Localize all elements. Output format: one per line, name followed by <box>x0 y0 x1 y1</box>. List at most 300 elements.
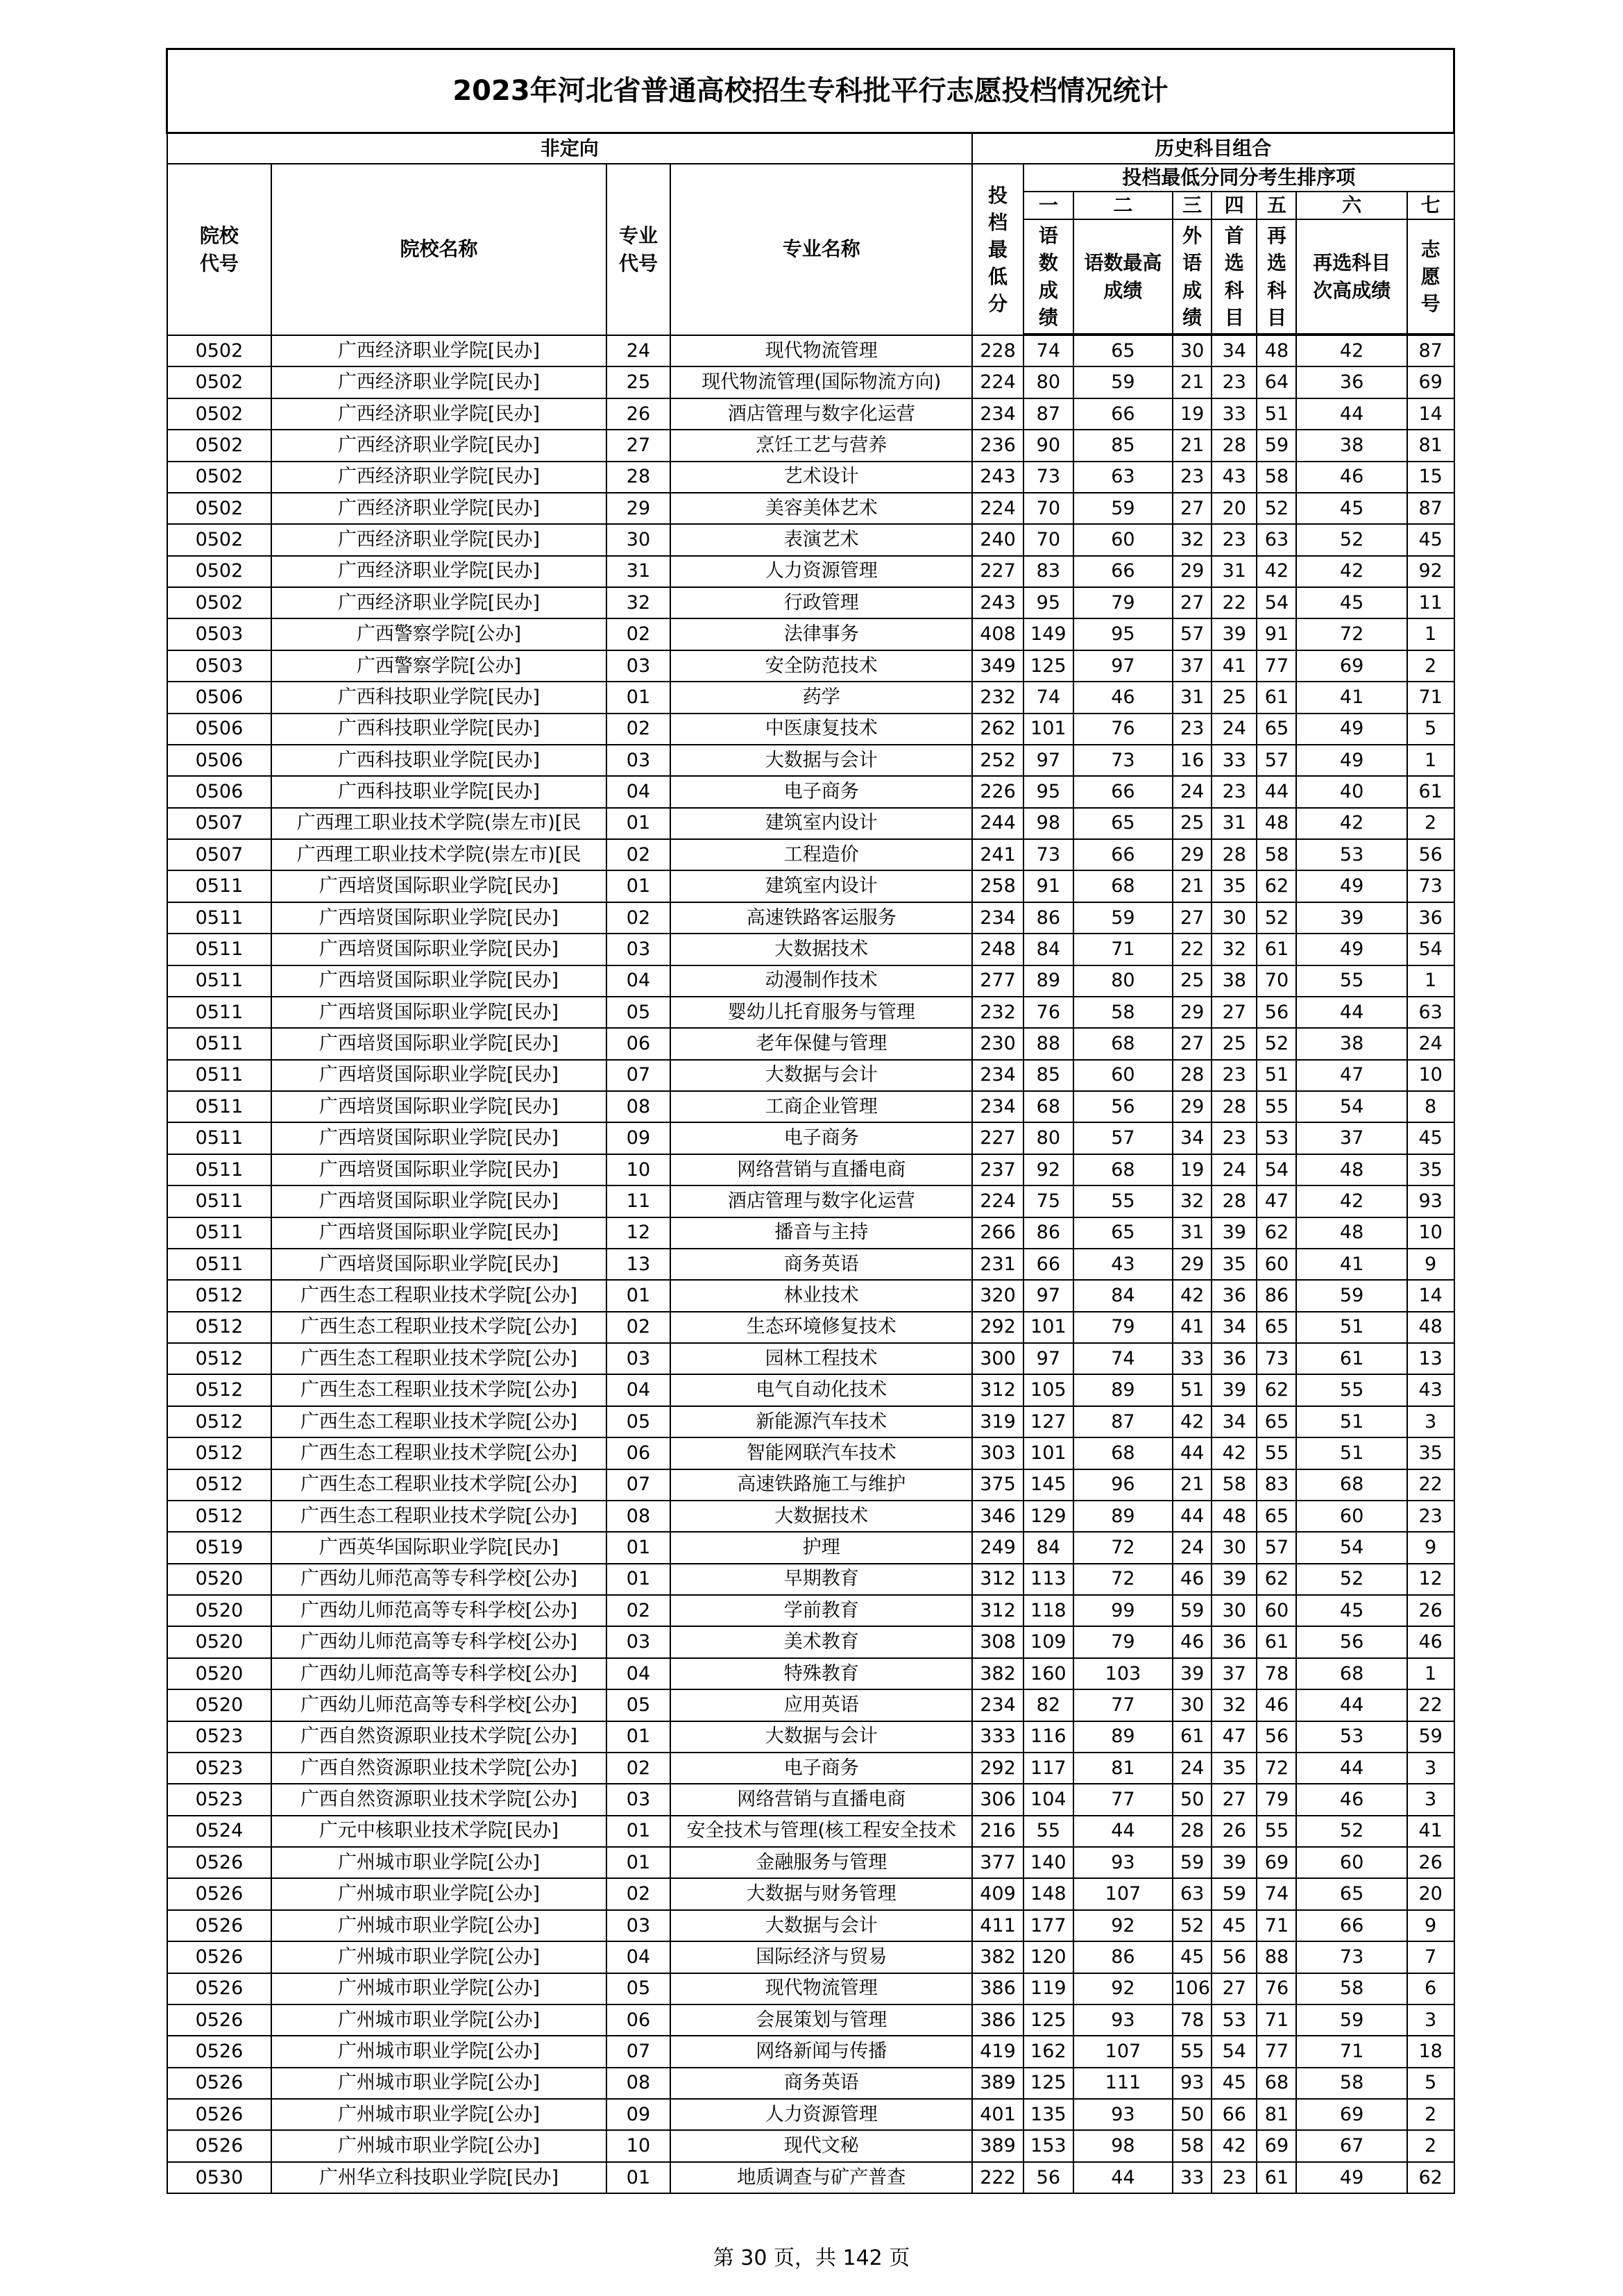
cell-tie-6: 60 <box>1296 1847 1407 1878</box>
cell-min-score: 409 <box>972 1878 1023 1909</box>
cell-major-name: 大数据技术 <box>670 934 972 965</box>
cell-school-name: 广西生态工程职业技术学院[公办] <box>271 1280 606 1311</box>
cell-tie-5: 79 <box>1257 1784 1296 1815</box>
cell-school-name: 广西生态工程职业技术学院[公办] <box>271 1406 606 1437</box>
cell-tie-6: 61 <box>1296 1343 1407 1374</box>
cell-min-score: 234 <box>972 1060 1023 1091</box>
tie-label-6: 再选科目次高成绩 <box>1296 219 1407 334</box>
cell-school-code: 0511 <box>167 1028 272 1059</box>
table-row <box>167 462 1454 493</box>
cell-tie-5: 91 <box>1257 618 1296 650</box>
cell-school-code: 0507 <box>167 839 272 870</box>
cell-tie-1: 73 <box>1023 839 1073 870</box>
cell-tie-5: 76 <box>1257 1973 1296 2004</box>
cell-school-name: 广州城市职业学院[公办] <box>271 2099 606 2130</box>
cell-tie-4: 58 <box>1212 1469 1257 1501</box>
cell-tie-4: 28 <box>1212 430 1257 461</box>
cell-major-code: 04 <box>606 776 671 807</box>
cell-min-score: 349 <box>972 650 1023 682</box>
cell-min-score: 232 <box>972 997 1023 1028</box>
cell-school-code: 0511 <box>167 1060 272 1091</box>
cell-tie-1: 91 <box>1023 870 1073 902</box>
cell-tie-6: 41 <box>1296 1249 1407 1280</box>
table-row <box>167 1878 1454 1909</box>
cell-min-score: 227 <box>972 1122 1023 1154</box>
cell-school-name: 广西经济职业学院[民办] <box>271 587 606 618</box>
cell-major-name: 现代物流管理 <box>670 1973 972 2004</box>
cell-min-score: 277 <box>972 965 1023 997</box>
cell-tie-2: 58 <box>1073 997 1173 1028</box>
cell-tie-3: 23 <box>1173 714 1212 745</box>
cell-tie-1: 125 <box>1023 2068 1073 2099</box>
cell-major-name: 老年保健与管理 <box>670 1028 972 1059</box>
page-footer: 第 30 页，共 142 页 <box>713 2246 910 2270</box>
cell-tie-2: 44 <box>1073 1816 1173 1847</box>
cell-school-name: 广州城市职业学院[公办] <box>271 2068 606 2099</box>
cell-tie-4: 37 <box>1212 1658 1257 1689</box>
cell-tie-5: 72 <box>1257 1753 1296 1784</box>
cell-tie-3: 32 <box>1173 524 1212 555</box>
tie-label-5: 再选科目 <box>1257 219 1296 334</box>
cell-tie-7: 54 <box>1407 934 1454 965</box>
cell-tie-3: 34 <box>1173 1122 1212 1154</box>
cell-major-name: 网络营销与直播电商 <box>670 1784 972 1815</box>
cell-school-code: 0511 <box>167 1217 272 1249</box>
cell-tie-2: 92 <box>1073 1973 1173 2004</box>
cell-tie-4: 23 <box>1212 776 1257 807</box>
cell-school-name: 广西培贤国际职业学院[民办] <box>271 1122 606 1154</box>
cell-tie-3: 31 <box>1173 1217 1212 1249</box>
cell-major-name: 播音与主持 <box>670 1217 972 1249</box>
table-row <box>167 2162 1454 2193</box>
cell-tie-3: 27 <box>1173 587 1212 618</box>
cell-tie-4: 36 <box>1212 1626 1257 1657</box>
cell-school-code: 0511 <box>167 902 272 934</box>
table-row <box>167 934 1454 965</box>
cell-tie-7: 59 <box>1407 1721 1454 1753</box>
cell-tie-5: 65 <box>1257 1501 1296 1532</box>
cell-tie-7: 61 <box>1407 776 1454 807</box>
table-row <box>167 1091 1454 1122</box>
cell-tie-2: 66 <box>1073 398 1173 430</box>
cell-tie-1: 90 <box>1023 430 1073 461</box>
cell-school-name: 广元中核职业技术学院[民办] <box>271 1816 606 1847</box>
cell-tie-4: 28 <box>1212 1185 1257 1217</box>
cell-tie-1: 140 <box>1023 1847 1073 1878</box>
cell-tie-2: 72 <box>1073 1532 1173 1563</box>
cell-school-name: 广西生态工程职业技术学院[公办] <box>271 1501 606 1532</box>
cell-tie-1: 125 <box>1023 2004 1073 2036</box>
cell-tie-7: 93 <box>1407 1185 1454 1217</box>
cell-tie-6: 52 <box>1296 1564 1407 1595</box>
table-row <box>167 430 1454 461</box>
cell-tie-2: 103 <box>1073 1658 1173 1689</box>
cell-tie-7: 22 <box>1407 1469 1454 1501</box>
cell-tie-6: 52 <box>1296 1816 1407 1847</box>
cell-min-score: 308 <box>972 1626 1023 1657</box>
cell-school-code: 0526 <box>167 1941 272 1973</box>
cell-school-code: 0511 <box>167 1249 272 1280</box>
cell-min-score: 312 <box>972 1564 1023 1595</box>
cell-tie-5: 86 <box>1257 1280 1296 1311</box>
cell-tie-4: 25 <box>1212 1028 1257 1059</box>
cell-tie-7: 9 <box>1407 1910 1454 1941</box>
cell-school-name: 广西生态工程职业技术学院[公办] <box>271 1343 606 1374</box>
cell-min-score: 228 <box>972 335 1023 366</box>
cell-min-score: 226 <box>972 776 1023 807</box>
cell-min-score: 262 <box>972 714 1023 745</box>
table-row <box>167 870 1454 902</box>
cell-tie-5: 52 <box>1257 902 1296 934</box>
cell-major-code: 26 <box>606 398 671 430</box>
cell-min-score: 237 <box>972 1154 1023 1185</box>
cell-major-name: 高速铁路客运服务 <box>670 902 972 934</box>
cell-min-score: 333 <box>972 1721 1023 1753</box>
cell-major-code: 05 <box>606 997 671 1028</box>
cell-major-name: 工程造价 <box>670 839 972 870</box>
cell-major-code: 04 <box>606 1658 671 1689</box>
cell-tie-3: 21 <box>1173 870 1212 902</box>
cell-tie-4: 31 <box>1212 808 1257 839</box>
cell-tie-3: 44 <box>1173 1501 1212 1532</box>
cell-major-name: 工商企业管理 <box>670 1091 972 1122</box>
cell-tie-5: 62 <box>1257 1217 1296 1249</box>
table-row <box>167 2004 1454 2036</box>
table-row <box>167 745 1454 776</box>
cell-tie-1: 105 <box>1023 1374 1073 1406</box>
table-row <box>167 2130 1454 2161</box>
cell-tie-6: 56 <box>1296 1626 1407 1657</box>
cell-major-name: 特殊教育 <box>670 1658 972 1689</box>
table-body <box>167 335 1454 2193</box>
cell-tie-7: 7 <box>1407 1941 1454 1973</box>
cell-tie-7: 92 <box>1407 556 1454 587</box>
cell-school-code: 0526 <box>167 1878 272 1909</box>
cell-school-name: 广西幼儿师范高等专科学校[公办] <box>271 1626 606 1657</box>
cell-tie-7: 41 <box>1407 1816 1454 1847</box>
cell-major-code: 01 <box>606 1721 671 1753</box>
cell-tie-6: 42 <box>1296 335 1407 366</box>
cell-tie-2: 59 <box>1073 902 1173 934</box>
cell-major-name: 美术教育 <box>670 1626 972 1657</box>
cell-tie-1: 145 <box>1023 1469 1073 1501</box>
cell-major-code: 13 <box>606 1249 671 1280</box>
cell-tie-3: 30 <box>1173 335 1212 366</box>
cell-tie-7: 26 <box>1407 1595 1454 1626</box>
cell-tie-6: 53 <box>1296 839 1407 870</box>
table-row <box>167 2068 1454 2099</box>
cell-school-code: 0511 <box>167 997 272 1028</box>
cell-tie-2: 95 <box>1073 618 1173 650</box>
cell-tie-7: 3 <box>1407 2004 1454 2036</box>
cell-tie-7: 18 <box>1407 2036 1454 2067</box>
cell-major-code: 31 <box>606 556 671 587</box>
cell-major-name: 法律事务 <box>670 618 972 650</box>
cell-tie-7: 9 <box>1407 1249 1454 1280</box>
cell-school-name: 广州城市职业学院[公办] <box>271 1910 606 1941</box>
tie-break-group-header: 投档最低分同分考生排序项 <box>1023 164 1454 192</box>
cell-school-name: 广西生态工程职业技术学院[公办] <box>271 1437 606 1469</box>
cell-tie-6: 66 <box>1296 1910 1407 1941</box>
cell-tie-3: 52 <box>1173 1910 1212 1941</box>
cell-tie-3: 50 <box>1173 2099 1212 2130</box>
cell-tie-5: 71 <box>1257 1910 1296 1941</box>
cell-major-name: 电子商务 <box>670 1753 972 1784</box>
cell-school-code: 0512 <box>167 1501 272 1532</box>
tie-num-2: 二 <box>1073 192 1173 219</box>
cell-min-score: 227 <box>972 556 1023 587</box>
cell-major-code: 10 <box>606 2130 671 2161</box>
cell-school-name: 广西理工职业技术学院(崇左市)[民 <box>271 839 606 870</box>
cell-tie-2: 89 <box>1073 1721 1173 1753</box>
cell-tie-1: 70 <box>1023 493 1073 524</box>
cell-tie-5: 55 <box>1257 1816 1296 1847</box>
cell-tie-4: 45 <box>1212 2068 1257 2099</box>
cell-school-code: 0526 <box>167 2099 272 2130</box>
cell-min-score: 230 <box>972 1028 1023 1059</box>
cell-tie-1: 135 <box>1023 2099 1073 2130</box>
cell-tie-1: 109 <box>1023 1626 1073 1657</box>
cell-school-code: 0512 <box>167 1343 272 1374</box>
cell-min-score: 222 <box>972 2162 1023 2193</box>
table-row <box>167 398 1454 430</box>
cell-tie-4: 38 <box>1212 965 1257 997</box>
cell-tie-1: 74 <box>1023 335 1073 366</box>
cell-tie-1: 84 <box>1023 934 1073 965</box>
cell-major-name: 现代物流管理(国际物流方向) <box>670 366 972 398</box>
cell-school-name: 广西培贤国际职业学院[民办] <box>271 1217 606 1249</box>
cell-tie-1: 104 <box>1023 1784 1073 1815</box>
cell-tie-5: 48 <box>1257 808 1296 839</box>
cell-major-name: 安全技术与管理(核工程安全技术 <box>670 1816 972 1847</box>
cell-tie-3: 29 <box>1173 839 1212 870</box>
cell-tie-2: 59 <box>1073 366 1173 398</box>
cell-major-code: 05 <box>606 1406 671 1437</box>
cell-tie-5: 56 <box>1257 997 1296 1028</box>
cell-tie-6: 51 <box>1296 1312 1407 1343</box>
cell-major-name: 新能源汽车技术 <box>670 1406 972 1437</box>
cell-school-name: 广西培贤国际职业学院[民办] <box>271 1249 606 1280</box>
cell-tie-4: 27 <box>1212 997 1257 1028</box>
cell-tie-6: 73 <box>1296 1941 1407 1973</box>
cell-tie-1: 75 <box>1023 1185 1073 1217</box>
cell-tie-1: 127 <box>1023 1406 1073 1437</box>
cell-tie-1: 74 <box>1023 682 1073 713</box>
cell-tie-4: 39 <box>1212 1217 1257 1249</box>
table-row <box>167 1280 1454 1311</box>
cell-tie-6: 72 <box>1296 618 1407 650</box>
cell-school-code: 0502 <box>167 524 272 555</box>
cell-school-name: 广西生态工程职业技术学院[公办] <box>271 1469 606 1501</box>
cell-school-name: 广西经济职业学院[民办] <box>271 462 606 493</box>
cell-school-name: 广西幼儿师范高等专科学校[公办] <box>271 1689 606 1721</box>
cell-major-code: 01 <box>606 870 671 902</box>
cell-tie-5: 48 <box>1257 335 1296 366</box>
cell-tie-1: 177 <box>1023 1910 1073 1941</box>
cell-tie-7: 3 <box>1407 1406 1454 1437</box>
cell-tie-3: 24 <box>1173 1753 1212 1784</box>
table-row <box>167 493 1454 524</box>
cell-tie-5: 58 <box>1257 462 1296 493</box>
cell-major-name: 现代文秘 <box>670 2130 972 2161</box>
cell-min-score: 224 <box>972 1185 1023 1217</box>
cell-tie-2: 79 <box>1073 1626 1173 1657</box>
table-row <box>167 366 1454 398</box>
cell-tie-7: 24 <box>1407 1028 1454 1059</box>
cell-tie-2: 85 <box>1073 430 1173 461</box>
table-row <box>167 1973 1454 2004</box>
cell-tie-2: 71 <box>1073 934 1173 965</box>
cell-major-name: 网络营销与直播电商 <box>670 1154 972 1185</box>
col-header-school: 院校名称 <box>271 164 606 335</box>
cell-tie-5: 88 <box>1257 1941 1296 1973</box>
cell-tie-6: 54 <box>1296 1532 1407 1563</box>
cell-tie-2: 107 <box>1073 1878 1173 1909</box>
cell-min-score: 312 <box>972 1595 1023 1626</box>
cell-tie-4: 20 <box>1212 493 1257 524</box>
cell-tie-3: 23 <box>1173 462 1212 493</box>
cell-school-name: 广州城市职业学院[公办] <box>271 2036 606 2067</box>
cell-major-name: 林业技术 <box>670 1280 972 1311</box>
cell-tie-2: 56 <box>1073 1091 1173 1122</box>
cell-tie-5: 53 <box>1257 1122 1296 1154</box>
cell-tie-5: 65 <box>1257 1312 1296 1343</box>
cell-major-name: 现代物流管理 <box>670 335 972 366</box>
cell-tie-4: 66 <box>1212 2099 1257 2130</box>
table-row <box>167 808 1454 839</box>
cell-min-score: 382 <box>972 1658 1023 1689</box>
cell-tie-7: 87 <box>1407 335 1454 366</box>
tie-num-6: 六 <box>1296 192 1407 219</box>
cell-tie-4: 39 <box>1212 1374 1257 1406</box>
cell-major-code: 27 <box>606 430 671 461</box>
cell-min-score: 292 <box>972 1753 1023 1784</box>
cell-tie-3: 22 <box>1173 934 1212 965</box>
cell-school-name: 广西警察学院[公办] <box>271 618 606 650</box>
cell-tie-6: 68 <box>1296 1658 1407 1689</box>
cell-tie-1: 113 <box>1023 1564 1073 1595</box>
cell-tie-1: 89 <box>1023 965 1073 997</box>
cell-tie-3: 30 <box>1173 1689 1212 1721</box>
cell-major-code: 02 <box>606 902 671 934</box>
cell-tie-4: 56 <box>1212 1941 1257 1973</box>
cell-tie-6: 47 <box>1296 1060 1407 1091</box>
cell-tie-2: 68 <box>1073 870 1173 902</box>
cell-tie-4: 34 <box>1212 1406 1257 1437</box>
cell-tie-2: 80 <box>1073 965 1173 997</box>
cell-school-name: 广西培贤国际职业学院[民办] <box>271 1060 606 1091</box>
cell-school-code: 0523 <box>167 1721 272 1753</box>
cell-major-code: 02 <box>606 618 671 650</box>
cell-school-name: 广西科技职业学院[民办] <box>271 682 606 713</box>
table-row <box>167 1185 1454 1217</box>
cell-major-code: 01 <box>606 808 671 839</box>
table-row <box>167 1060 1454 1091</box>
cell-school-name: 广州华立科技职业学院[民办] <box>271 2162 606 2193</box>
table-row <box>167 1217 1454 1249</box>
cell-tie-5: 44 <box>1257 776 1296 807</box>
cell-tie-4: 36 <box>1212 1343 1257 1374</box>
cell-tie-7: 87 <box>1407 493 1454 524</box>
cell-tie-6: 58 <box>1296 1973 1407 2004</box>
cell-major-code: 08 <box>606 1091 671 1122</box>
cell-tie-7: 56 <box>1407 839 1454 870</box>
cell-tie-7: 10 <box>1407 1217 1454 1249</box>
cell-tie-3: 29 <box>1173 997 1212 1028</box>
cell-school-code: 0511 <box>167 1185 272 1217</box>
cell-school-code: 0526 <box>167 1847 272 1878</box>
cell-school-name: 广西幼儿师范高等专科学校[公办] <box>271 1564 606 1595</box>
cell-major-name: 大数据与会计 <box>670 1060 972 1091</box>
cell-tie-6: 55 <box>1296 965 1407 997</box>
cell-major-code: 09 <box>606 1122 671 1154</box>
cell-tie-6: 48 <box>1296 1154 1407 1185</box>
cell-tie-5: 55 <box>1257 1091 1296 1122</box>
cell-school-code: 0502 <box>167 587 272 618</box>
cell-tie-3: 50 <box>1173 1784 1212 1815</box>
cell-tie-6: 69 <box>1296 2099 1407 2130</box>
cell-tie-5: 54 <box>1257 1154 1296 1185</box>
cell-tie-4: 34 <box>1212 335 1257 366</box>
cell-school-code: 0511 <box>167 1154 272 1185</box>
cell-major-name: 早期教育 <box>670 1564 972 1595</box>
cell-major-code: 04 <box>606 1374 671 1406</box>
cell-tie-3: 46 <box>1173 1564 1212 1595</box>
cell-tie-5: 51 <box>1257 1060 1296 1091</box>
cell-tie-5: 52 <box>1257 1028 1296 1059</box>
cell-tie-7: 14 <box>1407 1280 1454 1311</box>
cell-tie-7: 23 <box>1407 1501 1454 1532</box>
cell-major-code: 06 <box>606 1028 671 1059</box>
cell-min-score: 243 <box>972 587 1023 618</box>
cell-school-code: 0502 <box>167 493 272 524</box>
cell-tie-6: 44 <box>1296 997 1407 1028</box>
cell-tie-2: 66 <box>1073 839 1173 870</box>
cell-tie-4: 59 <box>1212 1878 1257 1909</box>
cell-tie-3: 58 <box>1173 2130 1212 2161</box>
cell-school-code: 0502 <box>167 335 272 366</box>
cell-tie-7: 26 <box>1407 1847 1454 1878</box>
table-row <box>167 997 1454 1028</box>
table-row <box>167 902 1454 934</box>
cell-min-score: 386 <box>972 1973 1023 2004</box>
cell-major-name: 电子商务 <box>670 776 972 807</box>
cell-tie-2: 96 <box>1073 1469 1173 1501</box>
cell-school-code: 0503 <box>167 650 272 682</box>
cell-tie-3: 106 <box>1173 1973 1212 2004</box>
cell-major-name: 金融服务与管理 <box>670 1847 972 1878</box>
cell-tie-2: 73 <box>1073 745 1173 776</box>
cell-tie-5: 58 <box>1257 839 1296 870</box>
cell-tie-3: 44 <box>1173 1437 1212 1469</box>
cell-tie-4: 23 <box>1212 524 1257 555</box>
cell-school-name: 广西科技职业学院[民办] <box>271 714 606 745</box>
cell-major-code: 01 <box>606 1532 671 1563</box>
cell-major-code: 25 <box>606 366 671 398</box>
cell-tie-5: 51 <box>1257 398 1296 430</box>
cell-school-name: 广西培贤国际职业学院[民办] <box>271 902 606 934</box>
cell-school-code: 0526 <box>167 1910 272 1941</box>
cell-school-name: 广州城市职业学院[公办] <box>271 2004 606 2036</box>
cell-tie-1: 82 <box>1023 1689 1073 1721</box>
cell-tie-3: 32 <box>1173 1185 1212 1217</box>
cell-school-code: 0511 <box>167 1122 272 1154</box>
table-row <box>167 1626 1454 1657</box>
cell-tie-4: 35 <box>1212 1249 1257 1280</box>
cell-tie-1: 66 <box>1023 1249 1073 1280</box>
cell-tie-3: 21 <box>1173 1469 1212 1501</box>
tie-label-2: 语数最高成绩 <box>1073 219 1173 334</box>
